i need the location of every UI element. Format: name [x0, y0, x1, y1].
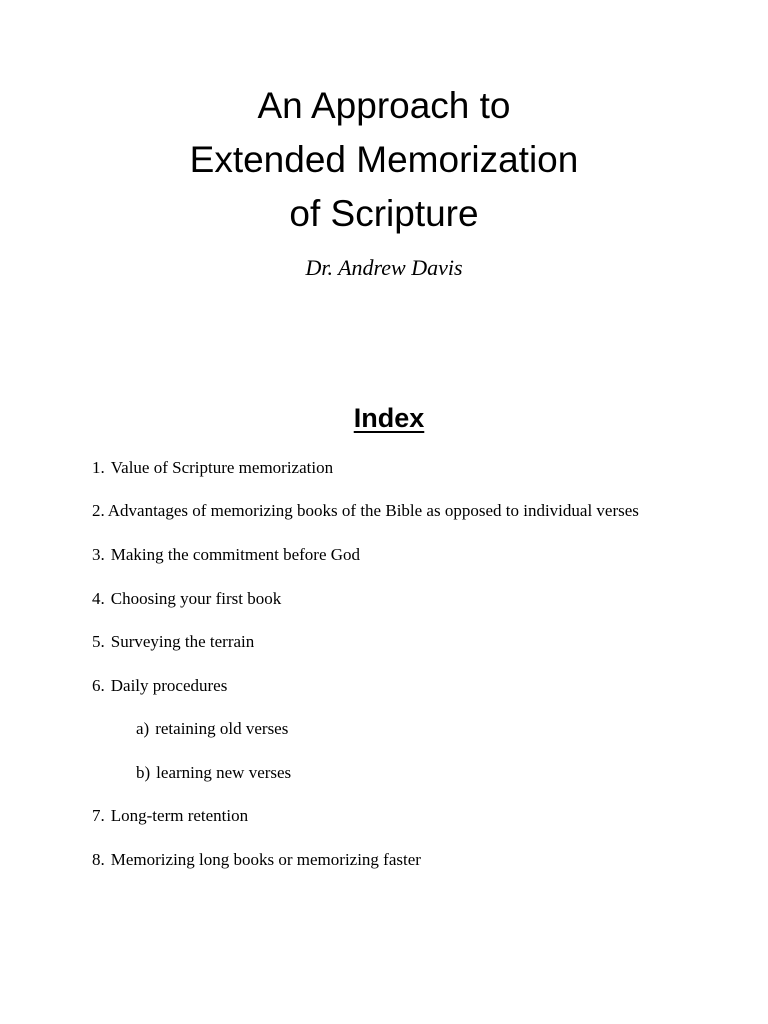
title-line: An Approach to [257, 85, 511, 126]
index-item-number: a) [136, 719, 150, 738]
index-heading: Index [353, 403, 425, 433]
index-item-text: Daily procedures [110, 676, 228, 695]
index-item [92, 676, 227, 696]
index-item-number: 4. [92, 589, 105, 608]
index-item [92, 589, 281, 609]
index-item-number: 3. [92, 545, 105, 564]
index-item [92, 632, 254, 652]
index-item-number: 1. [92, 458, 105, 477]
index-item-number: 7. [92, 806, 105, 825]
index-item-text: learning new verses [156, 763, 292, 782]
index-subitem [136, 763, 291, 783]
index-item-number: 2. [92, 501, 105, 520]
author-name: Dr. Andrew Davis [305, 255, 463, 280]
index-item-text: Memorizing long books or memorizing faster [110, 850, 421, 869]
index-item-text: Surveying the terrain [110, 632, 255, 651]
index-item-text: Value of Scripture memorization [110, 458, 334, 477]
index-item [92, 850, 421, 870]
document-title [0, 79, 768, 241]
index-item-number: b) [136, 763, 151, 782]
index-item [92, 806, 248, 826]
index-item-text: retaining old verses [155, 719, 289, 738]
title-line: of Scripture [289, 193, 479, 234]
index-item-number: 8. [92, 850, 105, 869]
index-item-number: 6. [92, 676, 105, 695]
index-item-text: Choosing your first book [110, 589, 282, 608]
title-line: Extended Memorization [189, 139, 579, 180]
index-item-text: Making the commitment before God [110, 545, 361, 564]
index-item [92, 545, 360, 565]
index-item-text: Long-term retention [110, 806, 249, 825]
index-item-number: 5. [92, 632, 105, 651]
index-item [92, 501, 639, 521]
index-item-text: Advantages of memorizing books of the Bible as opposed to individual verses [107, 501, 639, 520]
index-subitem [136, 719, 288, 739]
index-item [92, 458, 333, 478]
